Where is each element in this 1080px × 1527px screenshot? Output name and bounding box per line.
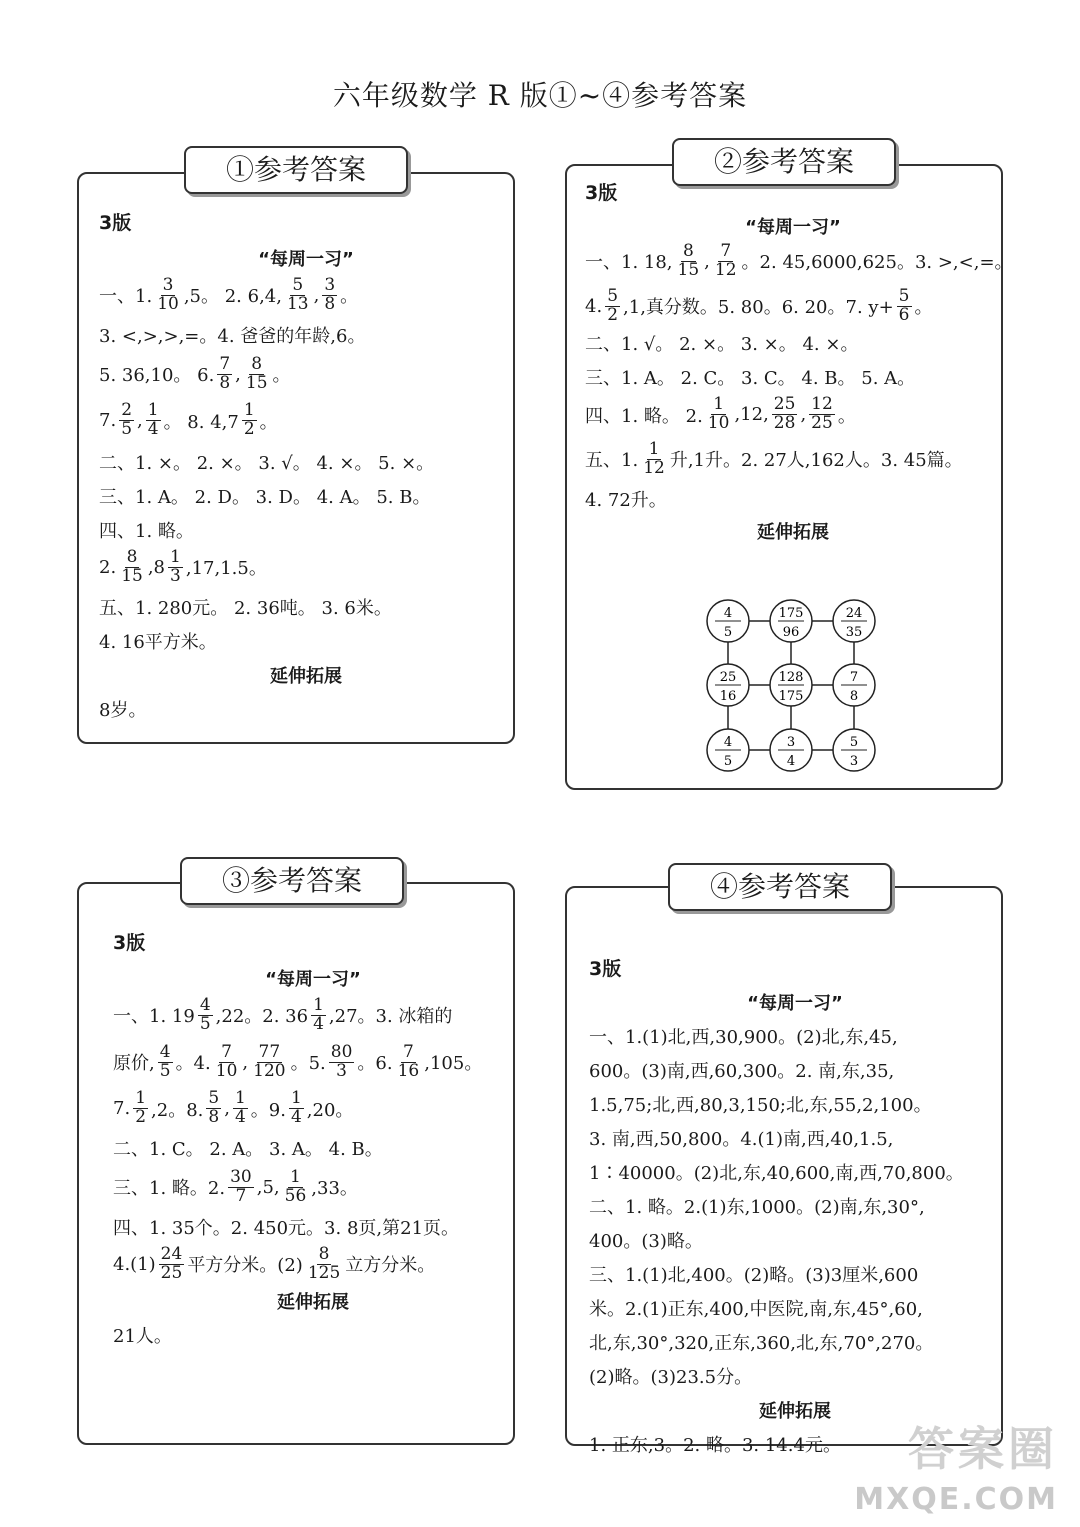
answer-box-4 bbox=[565, 886, 1003, 1456]
version-label: 3版 bbox=[585, 182, 618, 204]
fraction-denominator: 8 bbox=[849, 689, 859, 704]
grid-cell bbox=[770, 600, 812, 642]
fraction: $\frac{1}{2}$ bbox=[135, 1088, 147, 1128]
fraction: $\frac{1}{4}$ bbox=[313, 995, 324, 1034]
practice-heading: “每周一习” bbox=[258, 249, 354, 270]
extension-answer: 21人。 bbox=[113, 1326, 172, 1348]
fraction: $\frac{8}{15}$ bbox=[677, 241, 700, 280]
section-tab-2: ②参考答案 bbox=[672, 138, 896, 186]
fraction: $\frac{4}{5}$ bbox=[199, 995, 211, 1034]
answer-line: 北,东,30°,320,正东,360,北,东,70°,270。 bbox=[589, 1333, 934, 1354]
answer-line: 2. $\frac{8}{15}$ ,8 $\frac{1}{3}$ ,17,1.5。 bbox=[99, 547, 267, 586]
answer-line: 4. 72升。 bbox=[585, 489, 667, 511]
extension-heading: 延伸拓展 bbox=[757, 521, 829, 543]
grid-cell bbox=[707, 664, 749, 706]
fraction: $\frac{24}{25}$ bbox=[160, 1243, 183, 1283]
fraction-denominator: 3 bbox=[849, 754, 859, 769]
fraction: $\frac{1}{4}$ bbox=[234, 1088, 246, 1128]
answer-lines bbox=[589, 1023, 1001, 1389]
fraction-numerator: 5 bbox=[849, 735, 859, 750]
fraction: $\frac{1}{2}$ bbox=[243, 400, 255, 440]
fraction-numerator: 25 bbox=[719, 670, 737, 685]
answer-box-3 bbox=[77, 882, 515, 1445]
version-label: 3版 bbox=[99, 212, 132, 234]
fraction: $\frac{7}{10}$ bbox=[215, 1041, 238, 1081]
fraction-denominator: 4 bbox=[786, 754, 796, 769]
fraction-numerator: 24 bbox=[845, 606, 863, 621]
answer-line: (2)略。(3)23.5分。 bbox=[589, 1367, 753, 1388]
fraction-denominator: 5 bbox=[723, 754, 733, 769]
fraction: $\frac{5}{2}$ bbox=[607, 285, 619, 325]
answer-line: 三、1. 略。2. $\frac{30}{7}$ ,5, $\frac{1}{56}$ ,33。 bbox=[113, 1167, 358, 1206]
fraction: $\frac{1}{3}$ bbox=[170, 547, 181, 586]
answer-line: 二、1. √。 2. ×。 3. ×。 4. ×。 bbox=[585, 334, 859, 356]
fraction-numerator: 175 bbox=[778, 606, 804, 621]
answer-line: 三、1. A。 2. D。 3. D。 4. A。 5. B。 bbox=[99, 487, 431, 509]
section-tab-1: ①参考答案 bbox=[184, 146, 408, 194]
section-tab-4: ④参考答案 bbox=[668, 863, 892, 911]
practice-heading: “每周一习” bbox=[747, 993, 843, 1014]
fraction-denominator: 16 bbox=[719, 689, 737, 704]
fraction-denominator: 35 bbox=[845, 625, 863, 640]
answer-line: 三、1. A。 2. C。 3. C。 4. B。 5. A。 bbox=[585, 368, 916, 390]
answer-line: 二、1. 略。2.(1)东,1000。(2)南,东,30°, bbox=[589, 1197, 925, 1218]
extension-heading: 延伸拓展 bbox=[759, 1401, 831, 1422]
fraction: $\frac{8}{125}$ bbox=[307, 1243, 341, 1283]
answer-line: 4. 16平方米。 bbox=[99, 631, 217, 653]
answer-line: 三、1.(1)北,400。(2)略。(3)3厘米,600 bbox=[589, 1265, 919, 1286]
answer-line: 一、1. $\frac{3}{10}$ ,5。 2. 6,4, $\frac{5}{13}$ , $\frac{3}{8}$ 。 bbox=[99, 275, 359, 314]
answer-line: 600。(3)南,西,60,300。2. 南,东,35, bbox=[589, 1061, 895, 1082]
extension-answer: 1. 正东,3。2. 略。3. 14.4元。 bbox=[589, 1435, 841, 1456]
answer-line: 400。(3)略。 bbox=[589, 1231, 703, 1252]
watermark-url: MXQE.COM bbox=[854, 1482, 1058, 1517]
grid-cell bbox=[833, 664, 875, 706]
answer-line: 一、1. 19 $\frac{4}{5}$ ,22。2. 36 $\frac{1}{4}$ ,27。3. 冰箱的 bbox=[113, 995, 453, 1034]
fraction: $\frac{77}{120}$ bbox=[253, 1041, 286, 1081]
fraction: $\frac{1}{56}$ bbox=[284, 1167, 307, 1206]
answer-line: 米。2.(1)正东,400,中医院,南,东,45°,60, bbox=[589, 1299, 923, 1320]
fraction: $\frac{2}{5}$ bbox=[121, 400, 133, 440]
answer-line: 四、1. 略。 bbox=[99, 521, 194, 543]
extension-answer: 8岁。 bbox=[99, 699, 147, 721]
fraction: $\frac{25}{28}$ bbox=[773, 394, 796, 434]
answer-box-2 bbox=[565, 164, 1013, 790]
answer-line: 五、1. 280元。 2. 36吨。 3. 6米。 bbox=[99, 597, 392, 619]
version-label: 3版 bbox=[113, 932, 146, 954]
fraction: $\frac{7}{12}$ bbox=[714, 241, 737, 280]
fraction: $\frac{30}{7}$ bbox=[230, 1167, 252, 1206]
answer-line: 二、1. C。 2. A。 3. A。 4. B。 bbox=[113, 1139, 383, 1161]
practice-heading: “每周一习” bbox=[745, 217, 841, 238]
fraction: $\frac{3}{8}$ bbox=[324, 275, 336, 314]
answer-line: 1∶40000。(2)北,东,40,600,南,西,70,800。 bbox=[589, 1163, 964, 1184]
grid-cell bbox=[770, 729, 812, 771]
fraction-denominator: 96 bbox=[782, 625, 800, 640]
grid-cell bbox=[833, 729, 875, 771]
answer-line: 二、1. ×。 2. ×。 3. √。 4. ×。 5. ×。 bbox=[99, 453, 435, 475]
fraction-numerator: 4 bbox=[723, 606, 733, 621]
fraction: $\frac{12}{25}$ bbox=[811, 394, 833, 434]
answer-line: 五、1. $\frac{1}{12}$ 升,1升。2. 27人,162人。3. 45篇。 bbox=[585, 439, 963, 478]
answer-line: 3. 南,西,50,800。4.(1)南,西,40,1.5, bbox=[589, 1129, 894, 1150]
fraction: $\frac{4}{5}$ bbox=[159, 1041, 171, 1081]
answer-box-1 bbox=[77, 172, 515, 744]
fraction: $\frac{80}{3}$ bbox=[330, 1041, 353, 1081]
grid-cell bbox=[707, 729, 749, 771]
answer-line: 7. $\frac{1}{2}$ ,2。8. $\frac{5}{8}$ , $\frac{1}{4}$ 。9. $\frac{1}{4}$ ,20。 bbox=[113, 1088, 354, 1128]
extension-heading: 延伸拓展 bbox=[277, 1292, 349, 1314]
fraction: $\frac{5}{6}$ bbox=[898, 285, 910, 325]
watermark-logo: 答案圈 bbox=[908, 1422, 1058, 1476]
section-tab-3: ③参考答案 bbox=[180, 857, 404, 905]
fraction-denominator: 5 bbox=[723, 625, 733, 640]
answer-line: 四、1. 略。 2. $\frac{1}{10}$ ,12, $\frac{25}{28}$ , $\frac{12}{25}$ 。 bbox=[585, 394, 856, 434]
fraction: $\frac{1}{4}$ bbox=[147, 400, 159, 440]
fraction: $\frac{5}{13}$ bbox=[286, 275, 309, 314]
fraction: $\frac{7}{16}$ bbox=[397, 1041, 420, 1081]
fraction: $\frac{8}{15}$ bbox=[121, 547, 143, 586]
fraction: $\frac{1}{10}$ bbox=[707, 394, 730, 434]
fraction-numerator: 4 bbox=[723, 735, 733, 750]
fraction-numerator: 7 bbox=[849, 670, 859, 685]
version-label: 3版 bbox=[589, 958, 622, 980]
fraction: $\frac{8}{15}$ bbox=[245, 353, 268, 393]
fraction-numerator: 3 bbox=[786, 735, 796, 750]
answer-line: 7. $\frac{2}{5}$ , $\frac{1}{4}$ 。 8. 4,7 $\frac{1}{2}$ 。 bbox=[99, 400, 278, 440]
page-title: 六年级数学 R 版①~④参考答案 bbox=[332, 79, 748, 112]
answer-line: 一、1.(1)北,西,30,900。(2)北,东,45, bbox=[589, 1027, 898, 1048]
fraction: $\frac{3}{10}$ bbox=[157, 275, 179, 314]
extension-heading: 延伸拓展 bbox=[270, 665, 342, 687]
fraction: $\frac{1}{12}$ bbox=[643, 439, 665, 478]
fraction-numerator: 128 bbox=[778, 670, 804, 685]
fraction: $\frac{5}{8}$ bbox=[208, 1088, 220, 1128]
grid-cell bbox=[770, 664, 812, 706]
fraction: $\frac{7}{8}$ bbox=[219, 353, 231, 393]
answer-line: 4.(1) $\frac{24}{25}$ 平方分米。(2) $\frac{8}{125}$ 立方分米。 bbox=[113, 1243, 436, 1283]
answer-line: 四、1. 35个。2. 450元。3. 8页,第21页。 bbox=[113, 1217, 460, 1239]
answer-line: 1.5,75;北,西,80,3,150;北,东,55,2,100。 bbox=[589, 1095, 932, 1116]
grid-cell bbox=[833, 600, 875, 642]
answer-line: 5. 36,10。 6. $\frac{7}{8}$ , $\frac{8}{15}$ 。 bbox=[99, 353, 291, 393]
fraction: $\frac{1}{4}$ bbox=[290, 1088, 302, 1128]
answer-line: 原价, $\frac{4}{5}$ 。4. $\frac{7}{10}$ , $\frac{77}{120}$ 。5. $\frac{80}{3}$ 。6. $\frac{7}{16}$ ,105。 bbox=[113, 1041, 483, 1081]
grid-cell bbox=[707, 600, 749, 642]
fraction-grid bbox=[695, 590, 895, 780]
answer-line: 4. $\frac{5}{2}$ ,1,真分数。5. 80。6. 20。7. y+ $\frac{5}{6}$ 。 bbox=[585, 285, 933, 325]
practice-heading: “每周一习” bbox=[265, 969, 361, 990]
answer-line: 一、1. 18, $\frac{8}{15}$ , $\frac{7}{12}$ 。2. 45,6000,625。3. >,<,=。 bbox=[585, 241, 1013, 280]
fraction-denominator: 175 bbox=[778, 689, 804, 704]
answer-line: 3. <,>,>,=。4. 爸爸的年龄,6。 bbox=[99, 325, 366, 347]
